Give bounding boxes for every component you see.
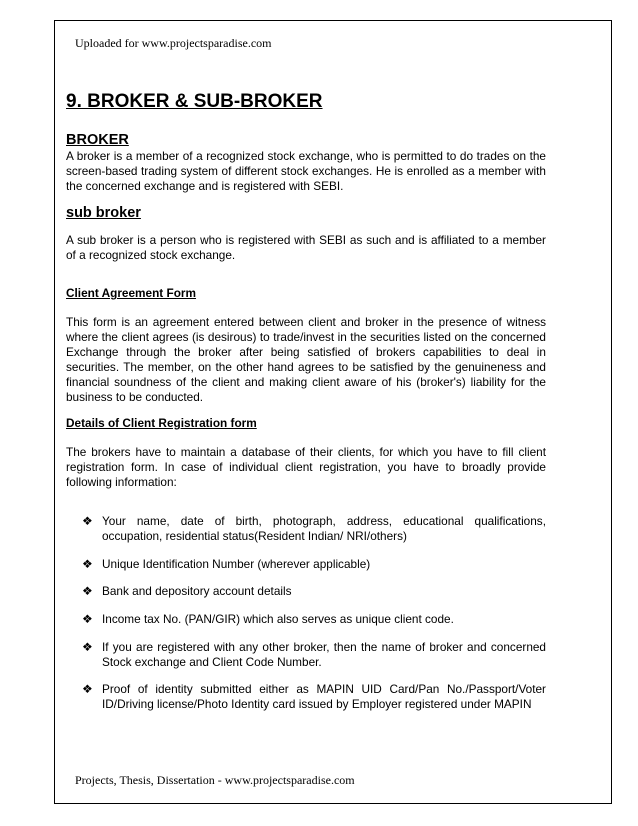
registration-text: The brokers have to maintain a database of their clients, for which you have to fill client registration form. In case of individual client registration, you have to broadly provide following information: [66, 445, 546, 489]
page-title: 9. BROKER & SUB-BROKER [66, 91, 323, 112]
sub-broker-text: A sub broker is a person who is registered with SEBI as such and is affiliated to a member of a recognized stock exchange. [66, 233, 546, 262]
list-item-text: Unique Identification Number (wherever applicable) [102, 557, 371, 571]
list-item [82, 557, 546, 572]
list-item [82, 682, 546, 712]
list-item-text: Proof of identity submitted either as MAPIN UID Card/Pan No./Passport/Voter ID/Driving license/Photo Identity card issued by Employer registered under MAPIN [102, 682, 546, 711]
info-list [82, 514, 546, 712]
client-agreement-text: This form is an agreement entered between client and broker in the presence of witness where the client agrees (is desirous) to trade/invest in the securities listed on the concerned Exchange through the broker after being satisfied of brokers capabilities to deal in securities. The member, on the other hand agrees to be satisfied by the genuineness and financial soundness of the client and making client aware of his (broker's) liability for the business to be conducted. [66, 315, 546, 404]
list-item [82, 612, 546, 627]
diamond-bullet-icon: ❖ [82, 557, 93, 571]
document-body [66, 91, 546, 490]
sub-broker-heading: sub broker [66, 205, 141, 221]
list-item-text: Your name, date of birth, photograph, address, educational qualifications, occupation, residential status(Resident Indian/ NRI/others) [102, 514, 546, 543]
list-item-text: Income tax No. (PAN/GIR) which also serves as unique client code. [102, 612, 454, 626]
broker-text: A broker is a member of a recognized stock exchange, who is permitted to do trades on the screen-based trading system of different stock exchanges. He is enrolled as a member with the concerned exchange and is registered with SEBI. [66, 149, 546, 193]
diamond-bullet-icon: ❖ [82, 584, 93, 598]
diamond-bullet-icon: ❖ [82, 612, 93, 626]
list-item-text: If you are registered with any other broker, then the name of broker and concerned Stock exchange and Client Code Number. [102, 640, 546, 669]
client-agreement-heading: Client Agreement Form [66, 286, 197, 300]
header-note: Uploaded for www.projectsparadise.com [75, 36, 272, 50]
list-item-text: Bank and depository account details [102, 584, 292, 598]
diamond-bullet-icon: ❖ [82, 682, 93, 696]
list-item [82, 514, 546, 544]
diamond-bullet-icon: ❖ [82, 640, 93, 654]
broker-heading: BROKER [66, 132, 129, 148]
diamond-bullet-icon: ❖ [82, 514, 93, 528]
list-item [82, 640, 546, 670]
footer-note: Projects, Thesis, Dissertation - www.projectsparadise.com [75, 773, 355, 787]
registration-heading: Details of Client Registration form [66, 416, 257, 430]
list-item [82, 584, 546, 599]
